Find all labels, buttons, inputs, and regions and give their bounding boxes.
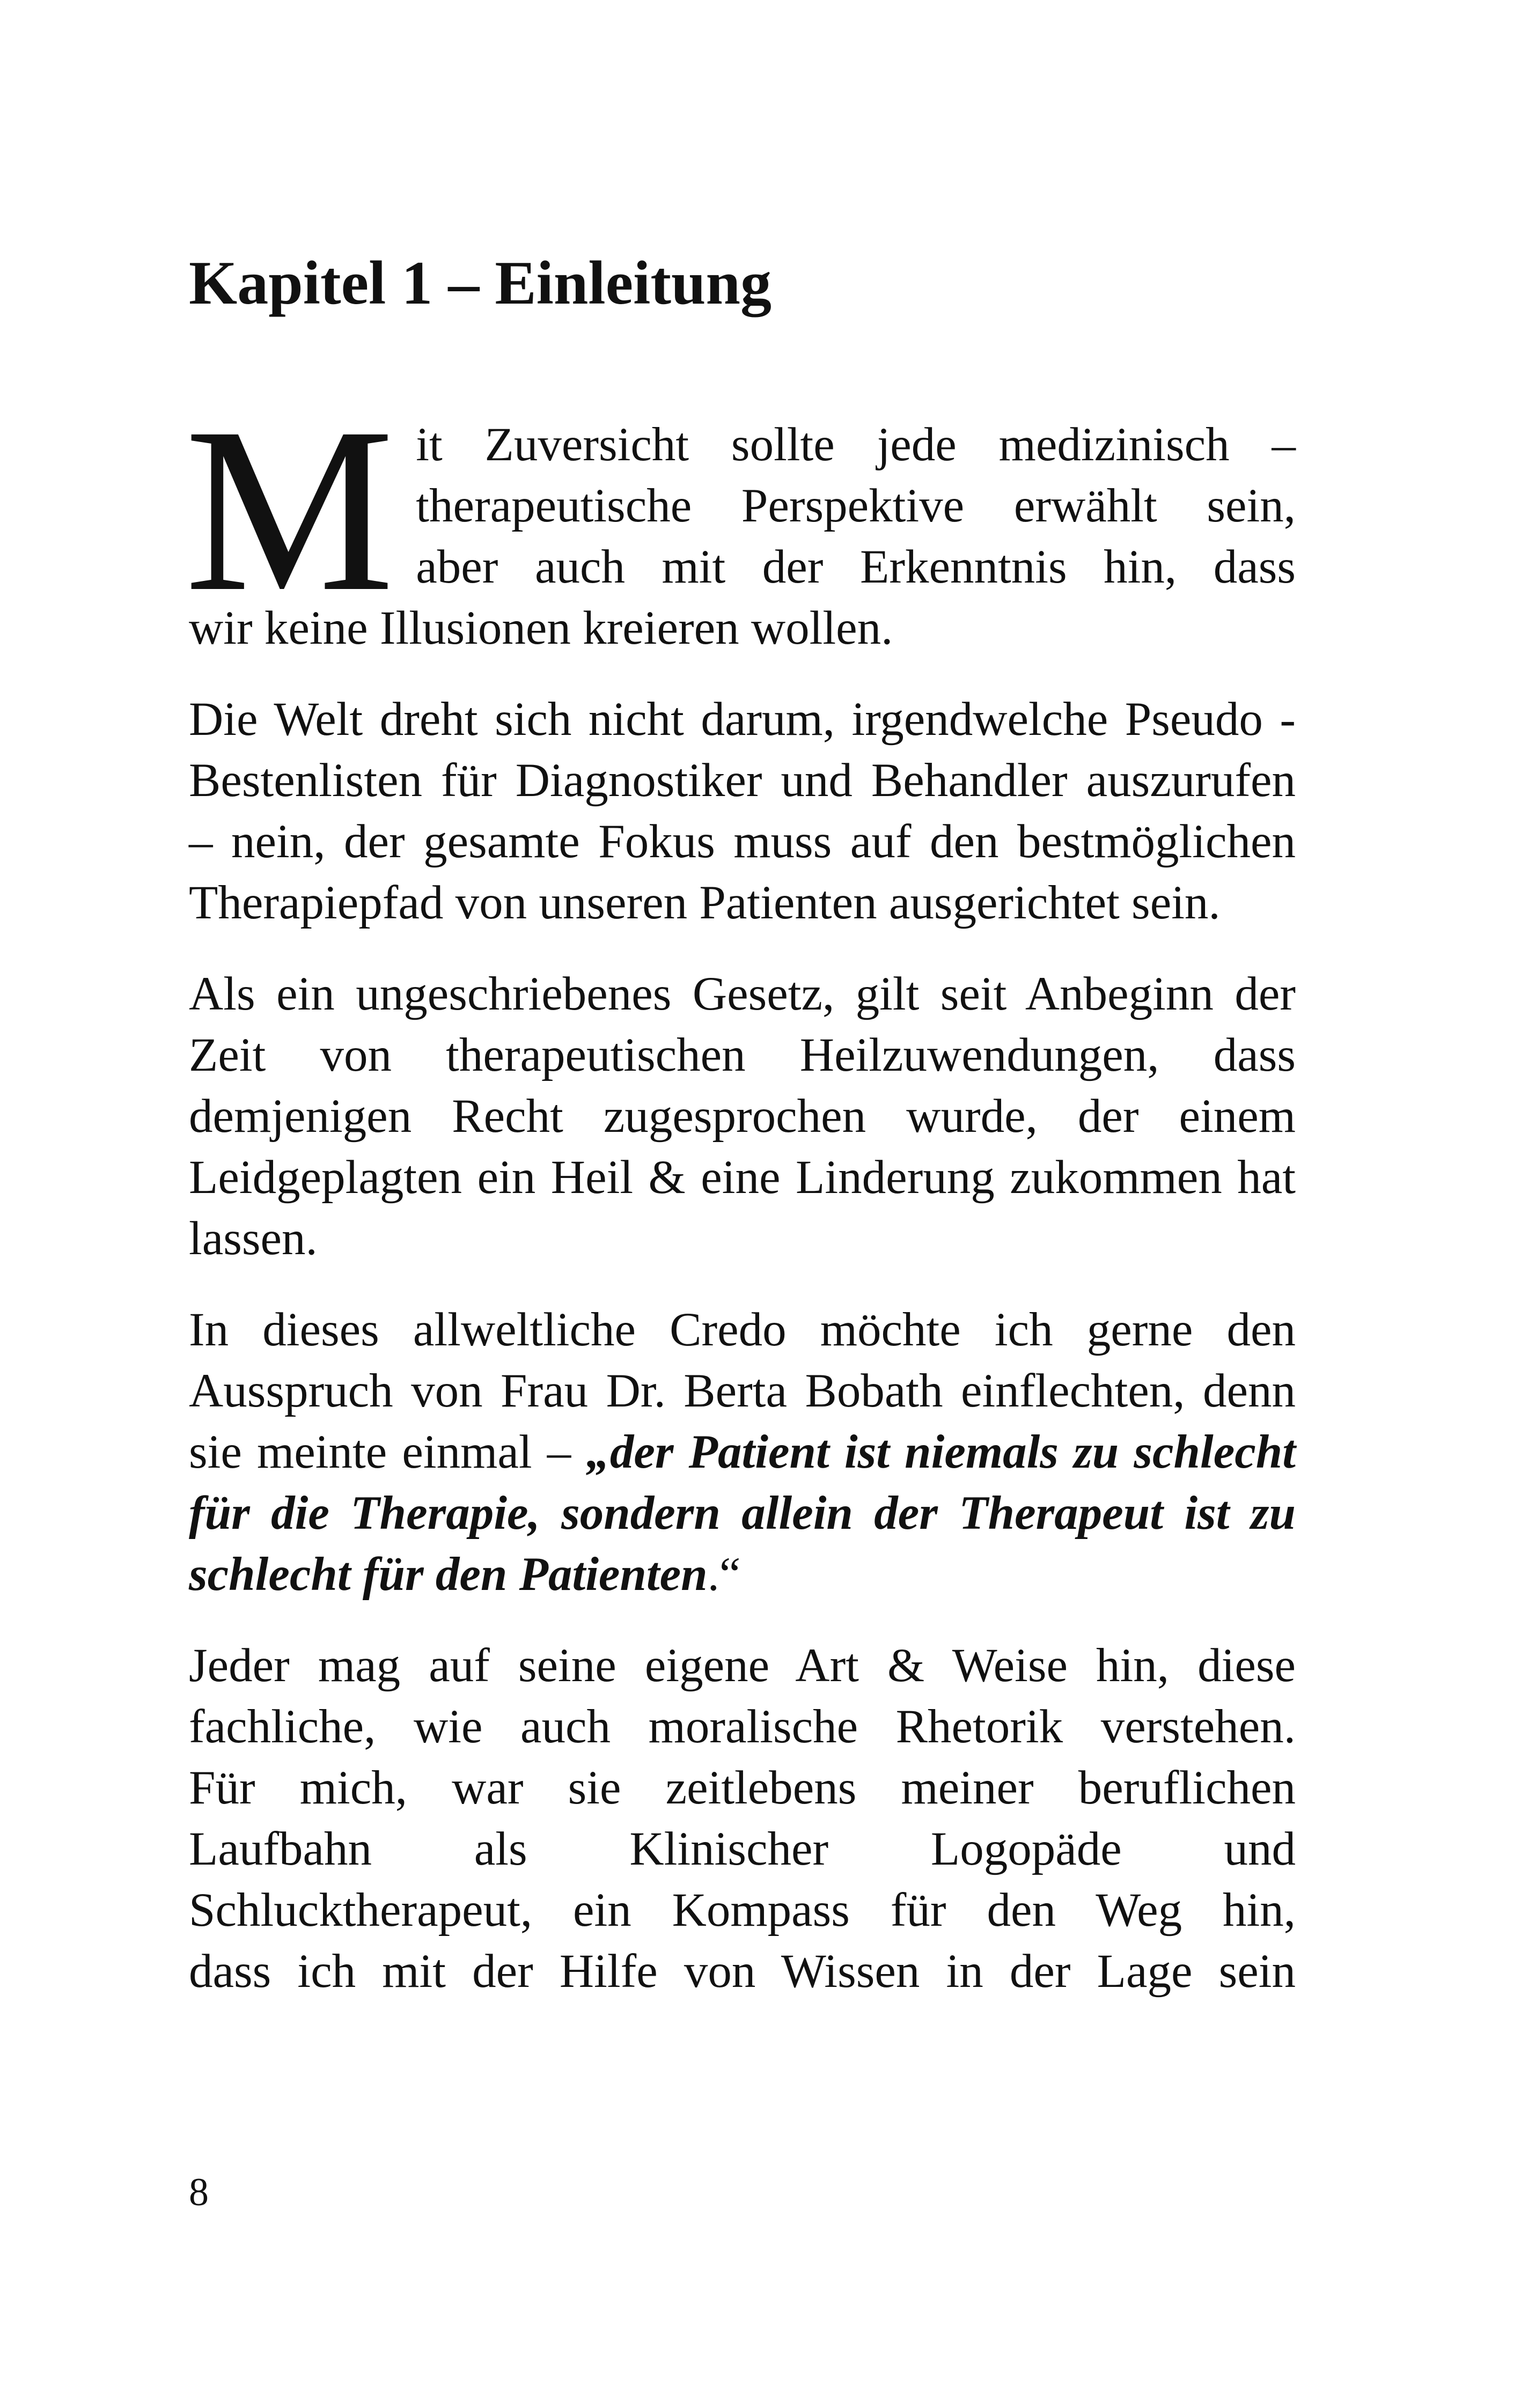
paragraph-2: Die Welt dreht sich nicht darum, irgendwelche Pseudo - Bestenlisten für Diagnostiker und Behandler auszurufen – nein, der gesamte Fokus muss auf den bestmöglichen Therapiepfad von unseren Patienten ausgerichtet sein. <box>189 693 1296 929</box>
paragraph-4-outro: .“ <box>707 1548 741 1601</box>
paragraph-5-line-2: fachliche, wie auch moralische Rhetorik verstehen. <box>189 1700 1296 1753</box>
paragraph-1-line-3: aber auch mit der Erkenntnis hin, dass <box>416 541 1296 593</box>
body-text <box>185 379 1296 2032</box>
paragraph-5-line-1: Jeder mag auf seine eigene Art & Weise hin, diese <box>189 1639 1296 1692</box>
drop-cap: M <box>185 379 395 640</box>
paragraph-5-line-5: Schlucktherapeut, ein Kompass für den Weg hin, <box>189 1884 1296 1936</box>
bobath-quote: „der Patient ist niemals zu schlecht für die Therapie, sondern allein der Therapeut ist zu schlecht für den Patienten <box>189 1426 1296 1601</box>
paragraph-5 <box>189 1635 1296 2002</box>
paragraph-5-line-4: Laufbahn als Klinischer Logopäde und <box>189 1823 1296 1875</box>
paragraph-1-line-1: it Zuversicht sollte jede medizinisch – <box>416 418 1296 471</box>
paragraph-4-intro: In dieses allweltliche Credo möchte ich gerne den Ausspruch von Frau Dr. Berta Bobath einflechten, denn sie meinte einmal – <box>189 1304 1296 1478</box>
paragraph-4 <box>189 1299 1296 1605</box>
paragraph-1-line-4: wir keine Illusionen kreieren wollen. <box>189 602 893 654</box>
chapter-title: Kapitel 1 – Einleitung <box>189 249 772 318</box>
paragraph-5-line-3: Für mich, war sie zeitlebens meiner beruflichen <box>189 1762 1296 1814</box>
paragraph-5-line-6: dass ich mit der Hilfe von Wissen in der Lage sein <box>189 1945 1296 1998</box>
page-number: 8 <box>189 2170 209 2214</box>
paragraph-3: Als ein ungeschriebenes Gesetz, gilt seit Anbeginn der Zeit von therapeutischen Heilzuwendungen, dass demjenigen Recht zugesprochen wurde, der einem Leidgeplagten ein Heil & eine Linderung zukommen hat lassen. <box>189 968 1296 1265</box>
paragraph-1 <box>185 379 1296 659</box>
paragraph-1-line-2: therapeutische Perspektive erwählt sein, <box>416 480 1296 532</box>
